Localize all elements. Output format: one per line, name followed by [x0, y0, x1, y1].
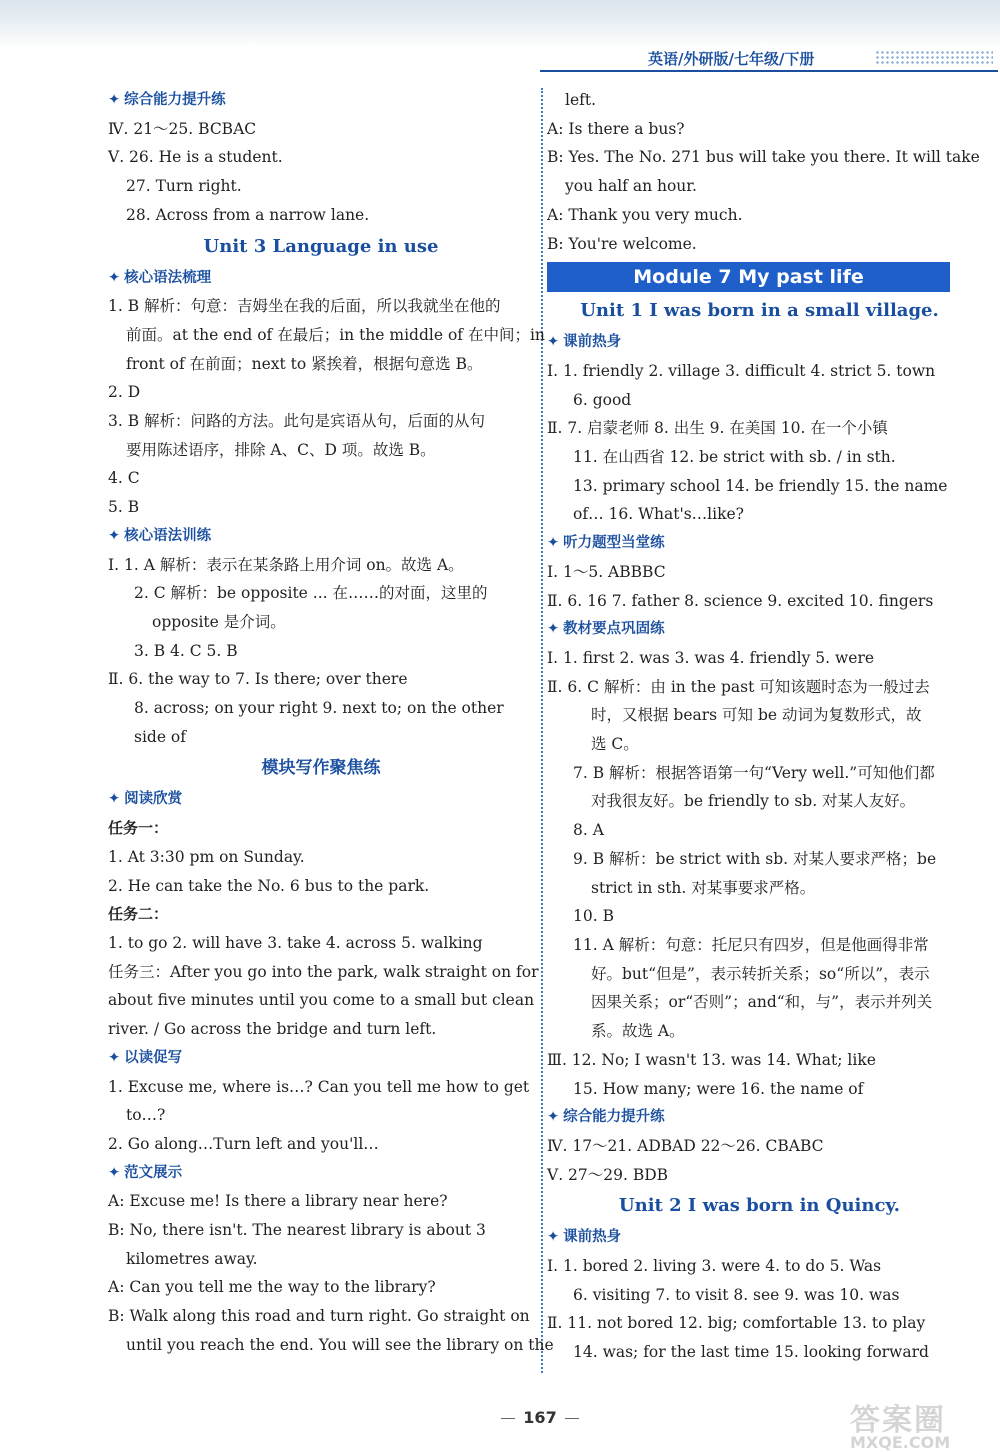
- answer-line: Ⅱ. 7. 启蒙老师 8. 出生 9. 在美国 10. 在一个小镇: [547, 419, 888, 438]
- diamond-bullet-icon: ✦: [108, 269, 121, 286]
- answer-line: Ⅱ. 6. C 解析：由 in the past 可知该题时态为一般过去: [547, 677, 930, 696]
- header-dot-pattern: [875, 50, 993, 66]
- answer-line: 2. D: [108, 383, 141, 402]
- answer-line: Ⅰ. 1. bored 2. living 3. were 4. to do 5. Was: [547, 1257, 882, 1276]
- answer-line: 13. primary school 14. be friendly 15. the name: [573, 476, 948, 495]
- answer-line: 好。but“但是”，表示转折关系；so“所以”，表示: [591, 964, 930, 983]
- section-heading-label: 核心语法训练: [124, 527, 212, 544]
- answer-line: 11. A 解析：句意：托尼只有四岁，但是他画得非常: [573, 935, 929, 954]
- unit-title: Unit 3 Language in use: [203, 235, 439, 257]
- section-heading-label: 阅读欣赏: [124, 791, 183, 808]
- answer-line: 1. Excuse me, where is…? Can you tell me how to get: [108, 1077, 530, 1096]
- answer-line: strict in sth. 对某事要求严格。: [591, 878, 816, 897]
- answer-line: 28. Across from a narrow lane.: [126, 205, 370, 224]
- answer-line: side of: [134, 727, 187, 746]
- section-heading: [108, 785, 534, 814]
- task-label: 任务二：: [108, 905, 169, 924]
- section-heading-label: 综合能力提升练: [563, 1109, 665, 1126]
- diamond-bullet-icon: ✦: [108, 527, 121, 544]
- answer-line: 7. B 解析：根据答语第一句“Very well.”可知他们都: [573, 763, 935, 782]
- answer-line: front of 在前面；next to 紧挨着，根据句意选 B。: [126, 354, 483, 373]
- answer-line: 9. B 解析：be strict with sb. 对某人要求严格；be: [573, 849, 937, 868]
- left-column: [108, 86, 554, 1360]
- answer-line: 3. B 4. C 5. B: [134, 641, 238, 660]
- unit-title: Unit 1 I was born in a small village.: [580, 300, 939, 322]
- answer-line: 因果关系；or“否则”；and“和，与”，表示并列关: [591, 993, 933, 1012]
- answer-line: 任务三：After you go into the park, walk straight on for: [108, 962, 539, 981]
- answer-line: 要用陈述语序，排除 A、C、D 项。故选 B。: [126, 440, 436, 459]
- answer-line: Ⅰ. 1. first 2. was 3. was 4. friendly 5. were: [547, 648, 875, 667]
- answer-line: 选 C。: [591, 735, 639, 754]
- module-banner: Module 7 My past life: [547, 262, 950, 292]
- section-title: 模块写作聚焦练: [261, 758, 381, 779]
- answer-line: 10. B: [573, 907, 614, 926]
- answer-line: B: Yes. The No. 271 bus will take you there. It will take: [547, 148, 980, 167]
- answer-line: Ⅱ. 6. 16 7. father 8. science 9. excited 10. fingers: [547, 591, 934, 610]
- diamond-bullet-icon: ✦: [108, 1164, 121, 1181]
- answer-line: 8. across; on your right 9. next to; on the other: [134, 699, 504, 718]
- right-column: [547, 86, 980, 1367]
- answer-line: 8. A: [573, 821, 604, 840]
- answer-line: Ⅲ. 12. No; I wasn't 13. was 14. What; like: [547, 1050, 876, 1069]
- section-heading-label: 课前热身: [563, 1229, 622, 1246]
- answer-line: 前面。at the end of 在最后；in the middle of 在中间；in: [126, 325, 545, 344]
- answer-line: 时，又根据 bears 可知 be 动词为复数形式，故: [591, 706, 922, 725]
- watermark-url: MXQE.COM: [850, 1433, 951, 1452]
- answer-line: 1. At 3:30 pm on Sunday.: [108, 847, 305, 866]
- answer-line: Ⅳ. 17～21. ADBAD 22～26. CBABC: [547, 1136, 824, 1155]
- answer-line: 2. Go along…Turn left and you'll…: [108, 1134, 379, 1153]
- section-heading: [108, 86, 534, 115]
- diamond-bullet-icon: ✦: [108, 92, 121, 108]
- watermark-text: 答案圈: [850, 1403, 946, 1438]
- answer-line: 5. B: [108, 498, 140, 517]
- answer-line: to…?: [126, 1106, 166, 1125]
- answer-line: until you reach the end. You will see the library on the: [126, 1335, 554, 1354]
- task-label: 任务一：: [108, 819, 169, 838]
- answer-line: 6. good: [573, 390, 632, 409]
- answer-line: river. / Go across the bridge and turn left.: [108, 1020, 437, 1039]
- column-divider: [541, 88, 543, 1373]
- answer-line: Ⅱ. 11. not bored 12. big; comfortable 13. to play: [547, 1314, 926, 1333]
- answer-line: Ⅰ. 1. friendly 2. village 3. difficult 4. strict 5. town: [547, 361, 936, 380]
- answer-line: 14. was; for the last time 15. looking forward: [573, 1343, 929, 1362]
- answer-line: 11. 在山西省 12. be strict with sb. / in sth.: [573, 448, 896, 467]
- section-heading-label: 综合能力提升练: [124, 92, 226, 108]
- diamond-bullet-icon: ✦: [547, 334, 560, 351]
- answer-line: Ⅳ. 21～25. BCBAC: [108, 119, 257, 138]
- section-heading-label: 范文展示: [124, 1164, 183, 1181]
- section-heading-label: 以读促写: [124, 1049, 183, 1066]
- section-heading-label: 听力题型当堂练: [563, 535, 665, 552]
- answer-line: 1. B 解析：句意：吉姆坐在我的后面，所以我就坐在他的: [108, 297, 501, 316]
- answer-line: A: Thank you very much.: [547, 205, 743, 224]
- answer-line: 6. visiting 7. to visit 8. see 9. was 10. was: [573, 1285, 900, 1304]
- diamond-bullet-icon: ✦: [547, 535, 560, 552]
- answer-line: 2. C 解析：be opposite ... 在……的对面，这里的: [134, 584, 488, 603]
- section-heading-label: 教材要点巩固练: [563, 621, 665, 638]
- answer-line: you half an hour.: [565, 177, 697, 196]
- answer-line: 15. How many; were 16. the name of: [573, 1079, 864, 1098]
- top-decorative-band: [0, 0, 1000, 48]
- answer-line: B: Walk along this road and turn right. Go straight on: [108, 1307, 530, 1326]
- section-heading: [108, 264, 534, 293]
- section-heading-label: 课前热身: [563, 334, 622, 351]
- answer-line: Ⅱ. 6. the way to 7. Is there; over there: [108, 670, 408, 689]
- answer-line: A: Excuse me! Is there a library near here?: [108, 1192, 448, 1211]
- answer-line: Ⅴ. 26. He is a student.: [108, 148, 283, 167]
- answer-line: 2. He can take the No. 6 bus to the park.: [108, 876, 430, 895]
- section-heading: [108, 1159, 534, 1188]
- watermark-logo: [850, 1395, 995, 1452]
- answer-line: Ⅰ. 1. A 解析：表示在某条路上用介词 on。故选 A。: [108, 555, 464, 574]
- diamond-bullet-icon: ✦: [547, 1229, 560, 1246]
- answer-line: A: Is there a bus?: [547, 119, 685, 138]
- answer-line: B: You're welcome.: [547, 234, 697, 253]
- section-heading-label: 核心语法梳理: [124, 269, 212, 286]
- section-heading: [547, 615, 972, 644]
- diamond-bullet-icon: ✦: [547, 1109, 560, 1126]
- answer-line: 系。故选 A。: [591, 1022, 685, 1041]
- section-heading: [547, 328, 972, 357]
- answer-line: 27. Turn right.: [126, 177, 242, 196]
- section-heading: [547, 529, 972, 558]
- section-heading: [547, 1103, 972, 1132]
- answer-line: 对我很友好。be friendly to sb. 对某人友好。: [591, 792, 916, 811]
- answer-line: of… 16. What's…like?: [573, 505, 744, 524]
- running-header: 英语/外研版/七年级/下册: [648, 50, 815, 68]
- answer-line: 1. to go 2. will have 3. take 4. across 5. walking: [108, 933, 483, 952]
- answer-line: Ⅰ. 1～5. ABBBC: [547, 562, 666, 581]
- section-heading: [108, 522, 534, 551]
- answer-line: B: No, there isn't. The nearest library is about 3: [108, 1221, 486, 1240]
- section-heading: [547, 1223, 972, 1252]
- page-number: 167: [480, 1408, 600, 1427]
- diamond-bullet-icon: ✦: [547, 621, 560, 638]
- header-rule: [540, 70, 998, 72]
- diamond-bullet-icon: ✦: [108, 791, 121, 808]
- answer-line: 4. C: [108, 469, 140, 488]
- section-heading: [108, 1044, 534, 1073]
- diamond-bullet-icon: ✦: [108, 1049, 121, 1066]
- answer-line: left.: [565, 91, 597, 109]
- answer-line: kilometres away.: [126, 1249, 258, 1268]
- answer-line: opposite 是介词。: [152, 612, 286, 631]
- answer-line: about five minutes until you come to a small but clean: [108, 991, 535, 1010]
- answer-line: Ⅴ. 27～29. BDB: [547, 1165, 669, 1184]
- answer-line: A: Can you tell me the way to the library?: [108, 1278, 436, 1297]
- answer-line: 3. B 解析：问路的方法。此句是宾语从句，后面的从句: [108, 412, 486, 431]
- unit-title: Unit 2 I was born in Quincy.: [618, 1195, 901, 1217]
